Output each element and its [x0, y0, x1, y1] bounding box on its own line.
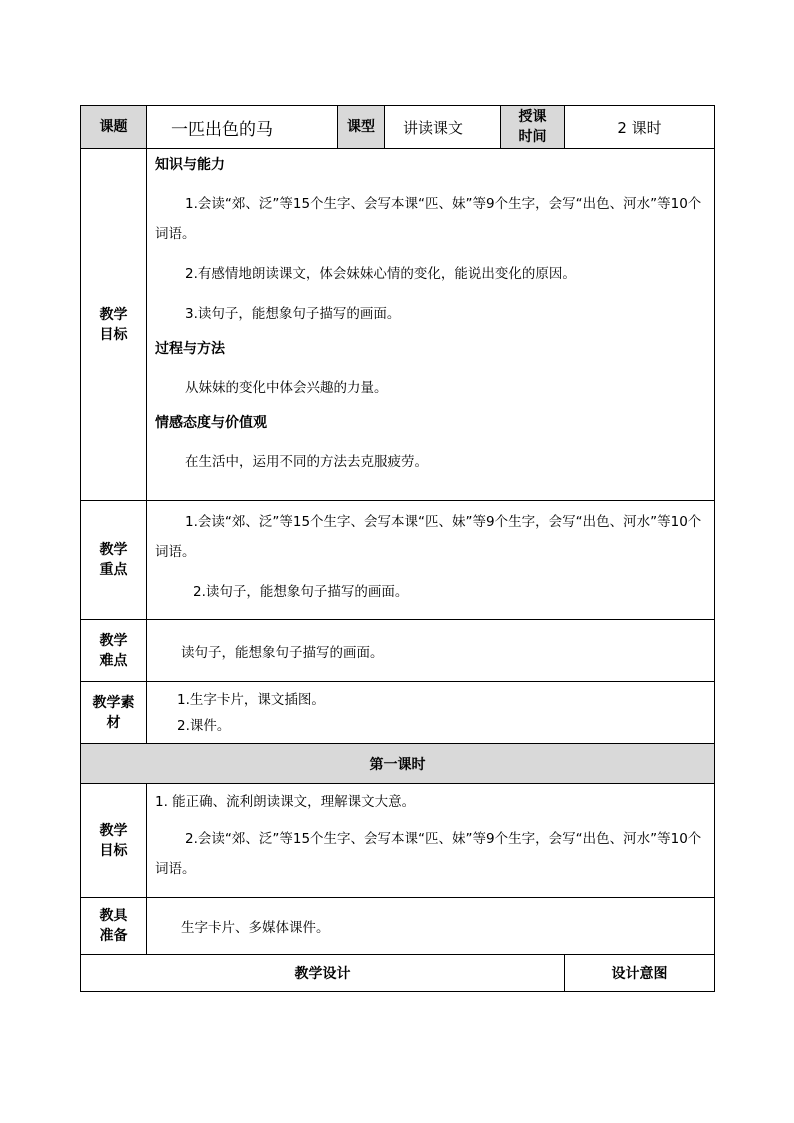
materials-label-line-2: 材: [106, 714, 121, 731]
lesson-objective-item-1: 1. 能正确、流利朗读课文，理解课文大意。: [155, 794, 416, 810]
difficulties-item: 读句子，能想象句子描写的画面。: [147, 620, 715, 682]
difficulties-label-line-1: 教学: [99, 632, 128, 649]
materials-label-line-1: 教学素: [92, 694, 135, 711]
type-value: 讲读课文: [385, 106, 501, 149]
lesson-plan-table: [80, 105, 715, 992]
difficulties-row: [81, 620, 715, 682]
lesson-objectives-label: [81, 784, 147, 898]
first-lesson-row: [81, 744, 715, 784]
footer-row: [81, 955, 715, 992]
knowledge-heading: 知识与能力: [155, 157, 225, 173]
key-points-label: [81, 501, 147, 620]
lesson-objectives-label-line-2: 目标: [99, 842, 128, 859]
lesson-objectives-label-line-1: 教学: [99, 822, 128, 839]
knowledge-item-3: 3.读句子，能想象句子描写的画面。: [185, 306, 401, 322]
process-item: 从妹妹的变化中体会兴趣的力量。: [185, 380, 388, 396]
emotion-heading: 情感态度与价值观: [155, 415, 267, 431]
objectives-label-line-1: 教学: [99, 306, 128, 323]
key-points-label-line-1: 教学: [99, 542, 128, 558]
materials-label: [81, 682, 147, 744]
key-point-item-1: 1.会读“郊、泛”等15个生字、会写本课“匹、妹”等9个生字，会写“出色、河水”等10个词语。: [155, 514, 702, 560]
key-point-item-2: 2.读句子，能想象句子描写的画面。: [193, 584, 409, 600]
tools-label-line-2: 准备: [99, 928, 128, 944]
knowledge-item-1: 1.会读“郊、泛”等15个生字、会写本课“匹、妹”等9个生字，会写“出色、河水”等10个词语。: [155, 196, 702, 242]
time-label-line-2: 时间: [518, 129, 547, 145]
design-label: 教学设计: [81, 955, 565, 992]
materials-row: [81, 682, 715, 744]
knowledge-item-2: 2.有感情地朗读课文，体会妹妹心情的变化，能说出变化的原因。: [185, 266, 576, 282]
lesson-objectives-row: [81, 784, 715, 898]
tools-label-line-1: 教具: [99, 908, 128, 924]
key-points-content: [147, 501, 715, 620]
objectives-label: [81, 149, 147, 501]
tools-label: [81, 898, 147, 955]
type-label: 课型: [338, 106, 385, 149]
header-row: [81, 106, 715, 149]
intent-label: 设计意图: [565, 955, 715, 992]
difficulties-label: [81, 620, 147, 682]
key-points-row: [81, 501, 715, 620]
process-heading: 过程与方法: [155, 341, 225, 357]
tools-row: [81, 898, 715, 955]
lesson-objective-item-2: 2.会读“郊、泛”等15个生字、会写本课“匹、妹”等9个生字，会写“出色、河水”等10个词语。: [155, 831, 702, 877]
tools-item: 生字卡片、多媒体课件。: [147, 898, 715, 955]
materials-content: [147, 682, 715, 744]
objectives-row: [81, 149, 715, 501]
lesson-objectives-content: [147, 784, 715, 898]
topic-label: 课题: [81, 106, 147, 149]
objectives-label-line-2: 目标: [99, 326, 128, 343]
difficulties-label-line-2: 难点: [99, 652, 128, 669]
time-value: 2 课时: [565, 106, 715, 149]
time-label: [501, 106, 565, 149]
key-points-label-line-2: 重点: [99, 562, 128, 578]
time-label-line-1: 授课: [518, 109, 547, 125]
material-item-1: 1.生字卡片，课文插图。: [177, 691, 325, 708]
objectives-content: [147, 149, 715, 501]
topic-value: 一匹出色的马: [147, 106, 338, 149]
material-item-2: 2.课件。: [177, 717, 231, 734]
first-lesson-title: 第一课时: [81, 744, 715, 784]
emotion-item: 在生活中，运用不同的方法去克服疲劳。: [185, 454, 428, 470]
